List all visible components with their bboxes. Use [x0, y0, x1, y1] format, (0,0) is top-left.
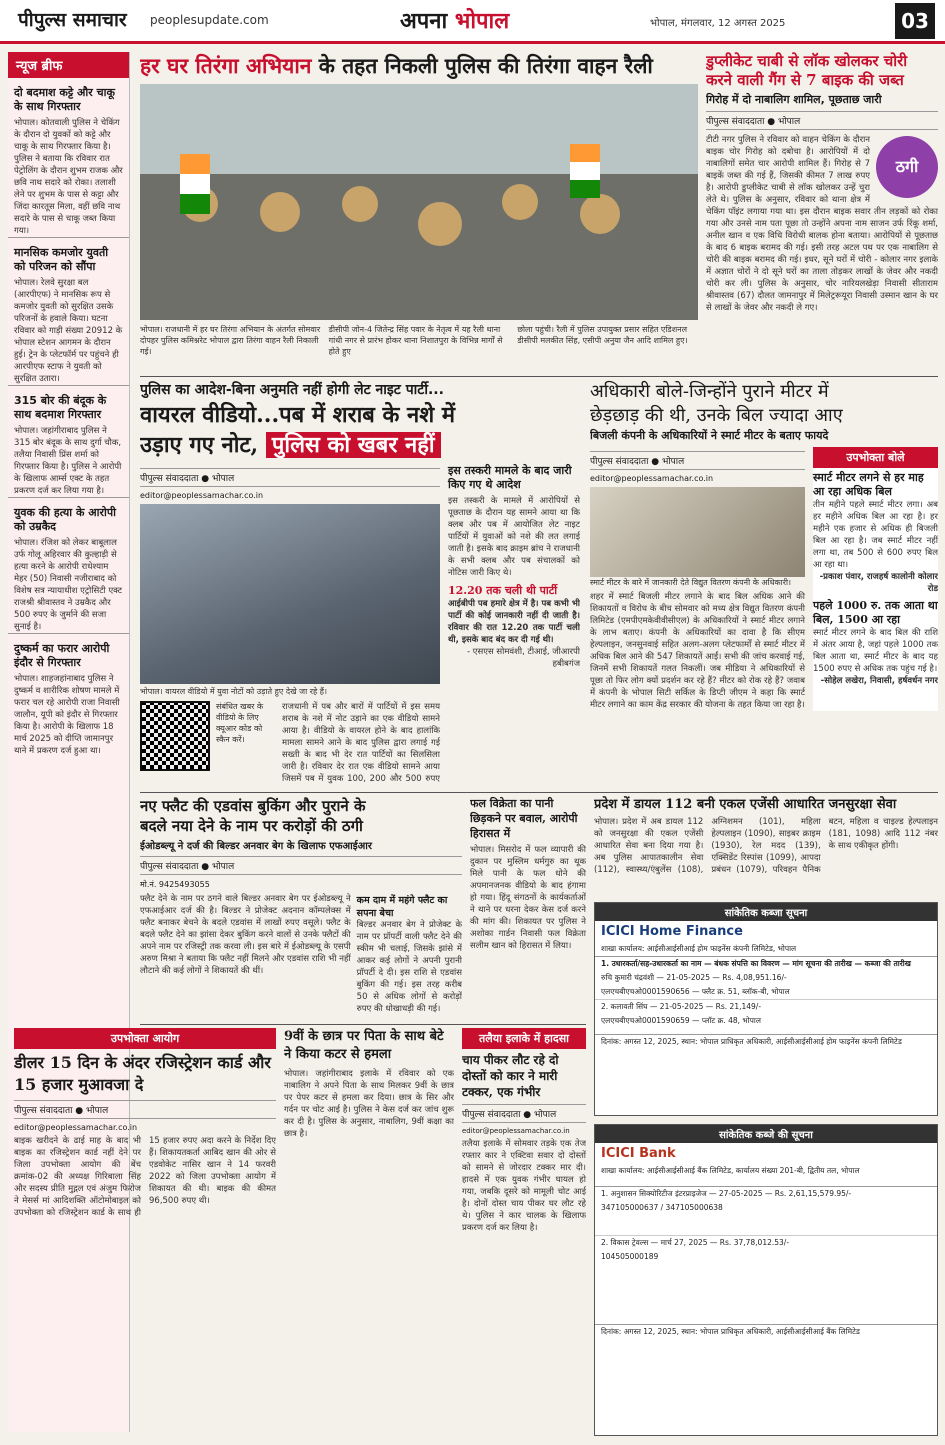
theft-headline[interactable] [706, 52, 938, 90]
flat-byline: पीपुल्स संवाददाता ● भोपाल [140, 856, 462, 875]
vendor-story [470, 796, 586, 1018]
ad1-row: 1. उधारकर्ता/सह-उधारकर्ता का नाम — बंधक संपत्ति का विवरण — मांग सूचना की तारीख — कब्जा की तारीख [595, 956, 937, 971]
flat-mobile: मो.नं. 9425493055 [140, 880, 210, 889]
consumer-head-2: पहले 1000 रु. तक आता था बिल, 1500 आ रहा [813, 599, 938, 626]
edition-date: भोपाल, मंगलवार, 12 अगस्त 2025 [650, 18, 786, 29]
flat-story [140, 796, 462, 1018]
rally-headline[interactable] [140, 52, 698, 80]
pub-text-tail: राजधानी में पब और बारों में पार्टियों में इस समय शराब के नशे में नोट उड़ाने का एक वीडियो सामने आया है। वीडियो के वायरल होने के बाद हालांकि मामला सामने आने के बाद पुलिस द्वारा लगाई गई सख्ती के बाद भी देर रात पार्टियों का सिलसिला जारी है। रविवार देर रात एक वीडियो सामने आया जिसमें पब में युवक 100, 200 और 500 रुपए [282, 702, 440, 784]
pub-headline[interactable]: वायरल वीडियो...पब में शराब के नशे में [140, 402, 456, 428]
thagi-stamp: ठगी [876, 136, 938, 198]
meter-byline: पीपुल्स संवाददाता ● भोपाल [590, 451, 805, 470]
pub-story [140, 380, 580, 785]
consumer-text-2: स्मार्ट मीटर लगने के बाद बिल की राशि में अंतर आया है, जहां पहले 1000 तक बिल आता था, स्मार्ट मीटर के बाद यह 1500 रुपए से अधिक तक पहुंच गई है। [813, 628, 938, 674]
accident-email[interactable]: editor@peoplessamachar.co.in [462, 1127, 570, 1135]
pub-caption: भोपाल। वायरल वीडियो में युवा नोटों को उड़ाते हुए देखे जा रहे हैं। [140, 687, 328, 696]
pub-quote-head: 12.20 तक चली थी पार्टी [448, 584, 558, 597]
consumer-text-1: तीन महीने पहले स्मार्ट मीटर लगा। अब हर महीने अधिक बिल आ रहा है। हर महीने एक हजार से अधिक ही बिजली बिल आ रहा है। जब स्मार्ट मीटर नहीं लगा था, तब 500 से 600 रुपए बिल आ रहा था। [813, 500, 938, 570]
accident-headline[interactable]: चाय पीकर लौट रहे दो दोस्तों को कार ने मारी टक्कर, एक गंभीर [462, 1053, 559, 1099]
rally-caption: भोपाल। राजधानी में हर घर तिरंगा अभियान के अंतर्गत सोमवार दोपहर पुलिस कमिश्नरेट भोपाल द्वारा तिरंगा वाहन रैली निकाली गई। [140, 325, 321, 356]
accident-text: तलैया इलाके में सोमवार तड़के एक तेज रफ्तार कार ने एक्टिवा सवार दो दोस्तों को सामने से जोरदार टक्कर मार दी। हादसे में एक युवक गंभीर घायल हो गया, जबकि दूसरे को मामूली चोट आई है। दोनों दोस्त चाय पीकर घर लौट रहे थे। पुलिस ने कार चालक के खिलाफ प्रकरण दर्ज कर लिया है। [462, 1139, 586, 1233]
website-link[interactable]: peoplesupdate.com [150, 13, 269, 27]
pub-quote-by: - एसएस सोमवंशी, टीआई, जीआरपी हबीबगंज [467, 647, 580, 669]
dealer-headline[interactable]: डीलर 15 दिन के अंदर रजिस्ट्रेशन कार्ड और 15 हजार मुआवजा दे [14, 1053, 271, 1094]
rally-headline-b: के तहत निकली पुलिस की तिरंगा वाहन रैली [318, 53, 653, 78]
brief-text: भोपाल। रेलवे सुरक्षा बल (आरपीएफ) ने मानसिक रूप से कमजोर युवती को सुरक्षित उसके परिजनों के हवाले किया। घटना रविवार को गाड़ी संख्या 20912 के भोपाल स्टेशन आगमन के दौरान हुई। ट्रेन के प्लेटफॉर्म पर पहुंचने ही आरपीएफ स्टाफ ने युवती को सुरक्षित उतारा। [14, 278, 123, 384]
dial112-text: भोपाल। प्रदेश में अब डायल 112 को जनसुरक्षा की एकल एजेंसी आधारित सेवा बना दिया गया है। अब पुलिस आपातकालीन सेवा (112), स्वास्थ्य/एंबुलेंस (108), अग्निशमन (101), महिला हेल्पलाइन (1090), साइबर क्राइम (1930), रेल मदद (139), एक्सिडेंट रिस्पांस (1099), आपदा प्रबंधन (1079), परिवहन पैनिक बटन, महिला व चाइल्ड हेल्पलाइन (181, 1098) आदि 112 नंबर के साथ एकीकृत होंगी। [594, 817, 938, 875]
consumer-tag: उपभोक्ता बोले [813, 447, 938, 468]
theft-subhead: गिरोह में दो नाबालिग शामिल, पूछताछ जारी [706, 93, 882, 106]
consumer-by-1: -प्रकाश पंवार, राजहर्ष कालोनी कोलार रोड [819, 572, 938, 594]
pub-byline: पीपुल्स संवाददाता ● भोपाल [140, 468, 440, 487]
newspaper-logo[interactable]: पीपुल्स समाचार [18, 9, 127, 31]
student-headline[interactable]: 9वीं के छात्र पर पिता के साथ बेटे ने किया कटर से हमला [284, 1029, 444, 1062]
student-story [284, 1028, 454, 1433]
pub-side-text: इस तस्करी के मामले में आरोपियों से पूछताछ के दौरान यह सामने आया था कि क्लब और पब में आयोजित लेट नाइट पार्टियों में युवाओं को नशे की लत लगाई जाती है। इसके बाद क्राइम ब्रांच ने राजधानी के सभी क्लब और पब संचालकों को नोटिस जारी किए थे। [448, 496, 580, 578]
ad1-line: शाखा कार्यालय: आईसीआईसीआई होम फाइनेंस कंपनी लिमिटेड, भोपाल [601, 944, 797, 953]
theft-headline-line2: करने वाली गैंग से 7 बाइक की जब्त [706, 71, 904, 89]
dealer-story [14, 1028, 276, 1433]
brief-headline[interactable]: 315 बोर की बंदूक के साथ बदमाश गिरफ्तार [8, 385, 129, 425]
brief-text: भोपाल। जहांगीराबाद पुलिस ने 315 बोर बंदूक के साथ दुर्गा चौक, तलैया निवासी प्रिंस शर्मा को गिरफ्तार किया है। पुलिस ने आरोपी के खिलाफ आर्म्स एक्ट के तहत प्रकरण दर्ज कर लिया गया है। [14, 426, 122, 496]
flat-text: फ्लैट देने के नाम पर ठगने वाले बिल्डर अनवार बेग पर ईओडब्ल्यू ने एफआईआर दर्ज की है। बिल्डर ने प्रोजेक्ट अदनान कॉम्पलेक्स में फ्लैट बनाकर बेचने के बदले एडवांस में लाखों रुपए वसूले। फ्लैट के बदले फ्लैट देने का झांसा देकर बुकिंग करने वालों से उनके फ्लैटों की अपने नाम पर रजिस्ट्री तक करवा ली। इस बारे में ईओडब्ल्यू के एसपी अरुण मिश्रा ने बताया कि फ्लैट नहीं मिलने और एडवांस राशि भी नहीं लौटाने की कई लोगों ने शिकायतें की थीं। [140, 894, 351, 976]
theft-headline-line1: डुप्लीकेट चाबी से लॉक खोलकर चोरी [706, 52, 908, 70]
meter-headline[interactable] [590, 380, 938, 428]
ad1-row: एलएचबीएचओ0001590659 — प्लॉट क्र. 48, भोपाल [601, 1016, 761, 1025]
section-title [400, 5, 509, 35]
icici-bank-notice [594, 1124, 938, 1436]
brief-headline[interactable]: युवक की हत्या के आरोपी को उम्रकैद [8, 497, 129, 537]
meter-subhead: बिजली कंपनी के अधिकारियों ने स्मार्ट मीटर के बताए फायदे [590, 429, 829, 442]
flat-headline[interactable] [140, 796, 462, 836]
ad2-row: 1. अनुशासन सिक्योरिटीज इंटरप्राइजेज — 27-05-2025 — Rs. 2,61,15,579.95/- [595, 1186, 937, 1201]
flat-text-2: बिल्डर अनवार बेग ने प्रोजेक्ट के नाम पर प्रॉपर्टी वाली फ्लैट देने की स्कीम भी चलाई, जिसके झांसे में आकर कई लोगों ने अपनी पुरानी प्रॉपर्टी दे दी। इस राशि से एडवांस बुकिंग की गई। इस तरह करीब 50 से अधिक लोगों से करोड़ों रुपए की धोखाधड़ी की गई। [356, 920, 462, 1014]
dealer-text: बाइक खरीदने के ढाई माह के बाद भी बाइक का रजिस्ट्रेशन कार्ड नहीं देने पर जिला उपभोक्ता आयोग की बेंच क्रमांक-02 की अध्यक्ष गिरिबाला सिंह और सदस्य प्रीति मुद्गल एवं अंजुम फिरोज ने मेसर्स मां आदिशक्ति ऑटोमोबाइल को उपभोक्ता को रजिस्ट्रेशन कार्ड के साथ ही 15 हजार रुपए अदा करने के निर्देश दिए हैं। शिकायतकर्ता आबिद खान की ओर से एडवोकेट नासिर खान ने 14 फरवरी 2022 को जिला उपभोक्ता आयोग में शिकायत की थी। बाइक की कीमत 96,500 रुपए थी। [14, 1136, 276, 1218]
brief-headline[interactable]: मानसिक कमजोर युवती को परिजन को सौंपा [8, 237, 129, 277]
consumer-head-1: स्मार्ट मीटर लगने से हर माह आ रहा अधिक बिल [813, 471, 924, 498]
dealer-tag: उपभोक्ता आयोग [14, 1028, 276, 1049]
student-text: भोपाल। जहांगीराबाद इलाके में रविवार को एक नाबालिग ने अपने पिता के साथ मिलकर 9वीं के छात्र पर पेपर कटर से हमला कर दिया। छात्र के सिर और गर्दन पर चोट आई है। पुलिस ने केस दर्ज कर जांच शुरू कर दी है। पुलिस के अनुसार, नाबालिग, 9वीं कक्षा का छात्र है। [284, 1069, 454, 1139]
ad1-row: एलएचबीएचओ0001590656 — फ्लैट क्र. 51, ब्लॉक-बी, भोपाल [601, 987, 790, 996]
rally-caption: छोला पहुंची। रैली में पुलिस उपायुक्त प्रसार सहित एडिशनल डीसीपी मलकीत सिंह, एसीपी अनुया जैन आदि शामिल हुए। [517, 325, 688, 345]
consumer-by-2: -सोहेल लखेरा, निवासी, हर्षवर्धन नगर [820, 676, 938, 686]
meter-photo[interactable] [590, 487, 805, 577]
ad2-title: सांकेतिक कब्जे की सूचना [595, 1125, 937, 1143]
icici-home-finance-notice [594, 902, 938, 1116]
flat-headline-line2: बदले नया देने के नाम पर करोड़ों की ठगी [140, 817, 363, 835]
rally-photo[interactable] [140, 84, 698, 320]
ad1-row: रुचि कुमारी चंद्रवंशी — 21-05-2025 — Rs. 4,08,951.16/- [601, 973, 787, 982]
ad1-footer: दिनांक: अगस्त 12, 2025, स्थान: भोपाल प्राधिकृत अधिकारी, आईसीआईसीआई होम फाइनेंस कंपनी लिमिटेड [595, 1034, 937, 1049]
dial112-story [594, 796, 938, 896]
pub-email[interactable]: editor@peoplessamachar.co.in [140, 491, 264, 500]
pub-side-head: इस तस्करी मामले के बाद जारी किए गए थे आदेश [448, 464, 572, 491]
section-title-a: अपना [400, 8, 448, 34]
dial112-headline[interactable]: प्रदेश में डायल 112 बनी एकल एजेंसी आधारित जनसुरक्षा सेवा [594, 797, 897, 812]
ad1-bank: ICICI Home Finance [601, 924, 743, 939]
page-number: 03 [895, 3, 935, 39]
meter-headline-line2: छेड़छाड़ की थी, उनके बिल ज्यादा आए [590, 405, 843, 426]
brief-text: भोपाल। कोतवाली पुलिस ने चेकिंग के दौरान दो युवकों को कट्टे और चाकू के साथ गिरफ्तार किया है। पुलिस ने बताया कि रविवार रात पेट्रोलिंग के दौरान शुभम राजक और छवि नाथ सदारे को रोका। तलाशी लेने पर शुभम के पास से कट्टा और जिंदा कारतूस मिला, वहीं छवि नाथ सदारे के पास से चाकू जब्त किया गया। [14, 118, 123, 236]
news-brief-tag: न्यूज ब्रीफ [8, 52, 129, 78]
meter-headline-line1: अधिकारी बोले-जिन्होंने पुराने मीटर में [590, 381, 829, 402]
meter-text: शहर में स्मार्ट बिजली मीटर लगाने के बाद बिल अधिक आने की शिकायतों व विरोध के बीच सोमवार को मध्य क्षेत्र विद्युत वितरण कंपनी लिमिटेड (एमपीएमकेवीवीसीएल) के अधिकारियों ने स्मार्ट मीटर लगाने के लाभ बताए। कंपनी के अधिकारियों का दावा है कि सीएम हेल्पलाइन, जनसुनवाई सहित अलग-अलग प्लेटफार्मों से स्मार्ट मीटर में अधिक बिल आने की 547 शिकायतें आईं। सभी की जांच करवाई गई, जिनमें सभी शिकायतें गलत निकलीं। जब मीडिया ने अधिकारियों से पूछा तो फिर लोग क्यों प्रदर्शन कर रहे हैं? मीटर को रोक रहे हैं? जवाब में कंपनी के भोपाल सिटी सर्किल के डिप्टी जीएम ने कहा कि स्मार्ट मीटर लगाने का काम केंद्र सरकार की योजना के तहत किया जा रहा है। [590, 592, 805, 710]
qr-note: संबंधित खबर के वीडियो के लिए क्यूआर कोड को स्कैन करें। [216, 702, 264, 744]
vendor-text: भोपाल। मिसरोद में फल व्यापारी की दुकान पर मुस्लिम धर्मगुरु का थूक मिले पानी के फल धोने की अपमानजनक वीडियो के बाद हंगामा हो गया। हिंदू संगठनों के कार्यकर्ताओं ने थाने पर धरना देकर केस दर्ज करने की मांग की। शिकायत पर पुलिस ने अशोका गार्डन निवासी फल विक्रेता सलीम खान को हिरासत में लिया। [470, 845, 586, 951]
rally-photo-art [140, 84, 698, 320]
pub-headline-2a: उड़ाए गए नोट, [140, 432, 259, 458]
ad2-row: 104505000189 [601, 1252, 659, 1261]
pub-headline-2b: पुलिस को खबर नहीं [266, 432, 441, 458]
meter-caption: स्मार्ट मीटर के बारे में जानकारी देते विद्युत वितरण कंपनी के अधिकारी। [590, 578, 792, 587]
meter-story [590, 380, 938, 785]
ad1-title: सांकेतिक कब्जा सूचना [595, 903, 937, 921]
ad2-bank: ICICI Bank [601, 1146, 676, 1161]
vendor-headline[interactable]: फल विक्रेता का पानी छिड़कने पर बवाल, आरोपी हिरासत में [470, 797, 578, 840]
brief-headline[interactable]: दुष्कर्म का फरार आरोपी इंदौर से गिरफ्तार [8, 633, 129, 673]
pub-kicker: पुलिस का आदेश-बिना अनुमति नहीं होगी लेट नाइट पार्टी... [140, 382, 444, 398]
section-title-b: भोपाल [454, 8, 510, 34]
brief-text: भोपाल। रंजिश को लेकर बाबूलाल उर्फ गोलू अहिरवार की कुल्हाड़ी से हत्या करने के आरोपी राधेश्याम मेहर (50) निवासी नजीराबाद को विशेष सत्र न्यायाधीश एट्रोसिटी एक्ट राजश्री श्रीवास्तव ने उम्रकैद और 500 रुपए के जुर्माने की सजा सुनाई है। [14, 538, 123, 632]
accident-tag: तलैया इलाके में हादसा [462, 1028, 586, 1049]
flat-subhead-2: कम दाम में महंगे फ्लैट का सपना बेचा [356, 895, 448, 919]
rally-headline-a: हर घर तिरंगा अभियान [140, 53, 312, 78]
flat-subhead: ईओडब्ल्यू ने दर्ज की बिल्डर अनवार बेग के खिलाफ एफआईआर [140, 841, 372, 852]
dealer-email[interactable]: editor@peoplessamachar.co.in [14, 1123, 138, 1132]
theft-byline: पीपुल्स संवाददाता ● भोपाल [706, 111, 938, 130]
meter-email[interactable]: editor@peoplessamachar.co.in [590, 474, 714, 483]
qr-code[interactable] [140, 701, 210, 771]
pub-headline-2[interactable] [140, 430, 580, 460]
accident-byline: पीपुल्स संवाददाता ● भोपाल [462, 1104, 586, 1123]
flat-headline-line1: नए फ्लैट की एडवांस बुकिंग और पुराने के [140, 797, 366, 815]
ad2-row: 2. विकास ट्रेवल्स — मार्च 27, 2025 — Rs. 37,78,012.53/- [595, 1235, 937, 1250]
masthead [0, 0, 945, 44]
accident-story [462, 1028, 586, 1433]
rally-caption: डीसीपी जोन-4 जितेन्द्र सिंह पवार के नेतृत्व में यह रैली थाना गांधी नगर से प्रारंभ होकर थाना निशातपुरा के विभिन्न मार्गों से होते हुए [328, 325, 503, 356]
ad1-row: 2. कलावती सिंघ — 21-05-2025 — Rs. 21,149/- [595, 999, 937, 1014]
theft-story [706, 52, 938, 370]
ad2-footer: दिनांक: अगस्त 12, 2025, स्थान: भोपाल प्राधिकृत अधिकारी, आईसीआईसीआई बैंक लिमिटेड [595, 1324, 937, 1339]
rally-story [140, 52, 698, 370]
ad2-row: 347105000637 / 347105000638 [601, 1203, 723, 1212]
brief-headline[interactable]: दो बदमाश कट्टे और चाकू के साथ गिरफ्तार [14, 86, 115, 113]
brief-text: भोपाल। शाहजहांनाबाद पुलिस ने दुष्कर्म व शारीरिक शोषण मामले में फरार चल रहे आरोपी राजा निवासी जालौन, यूपी को इंदौर से गिरफ्तार किया है। आरोपी के खिलाफ 18 मार्च 2025 को दीप्ति जामानपुर थाने में प्रकरण दर्ज हुआ था। [14, 674, 120, 756]
pub-quote: आईबीपी पब हमारे क्षेत्र में है। पब कभी भी पार्टी की कोई जानकारी नहीं दी जाती है। रविवार की रात 12.20 तक पार्टी चली थी, इसके बाद बंद कर दी गई थी। [448, 599, 580, 645]
dealer-byline: पीपुल्स संवाददाता ● भोपाल [14, 1100, 276, 1119]
ad2-line: शाखा कार्यालय: आईसीआईसीआई बैंक लिमिटेड, कार्यालय संख्या 201-बी, द्वितीय तल, भोपाल [601, 1166, 860, 1175]
pub-video-photo[interactable] [140, 504, 440, 684]
theft-text: टीटी नगर पुलिस ने रविवार को वाहन चेकिंग के दौरान बाइक चोर गिरोह को दबोचा है। आरोपियों में दो नाबालिगों समेत चार आरोपी शामिल हैं। गिरोह से 7 बाइकें जब्त की गई हैं, जिसकी कीमत 7 लाख रुपए है। आरोपी डुप्लीकेट चाबी से लॉक खोलकर उन्हें चुरा लेते थे। पुलिस के अनुसार, रविवार को थाना क्षेत्र में चेकिंग पॉइंट लगाया गया था। इस दौरान बाइक सवार तीन लड़कों को रोका गया और उनसे नाम पता पूछा तो उन्होंने अपना नाम साजन उर्फ रिंकू शर्मा, अनील खान व एक विधि विरोधी बालक होना बताया। आरोपियों से पूछताछ के बाद 6 बाइक बरामद की गई। इसी तरह अटल पथ पर एक नाबालिग से चोरी की बाइक बरामद की गई। इधर, सूने घरों में चोरी - कोलार नगर इलाके में अज्ञात चोरों ने दो सूने घरों का ताला तोड़कर लाखों के जेवर और नकदी चोरी कर ली। पुलिस के अनुसार, चोर नारियलखेड़ा निवासी सीताराम श्रीवास्तव (67) दौलत जामनापुर में मिलेट्ररूयूरा निवासी उस्मान खान के घर से लाखों के जेवर और नकदी ले गए। [706, 135, 938, 313]
